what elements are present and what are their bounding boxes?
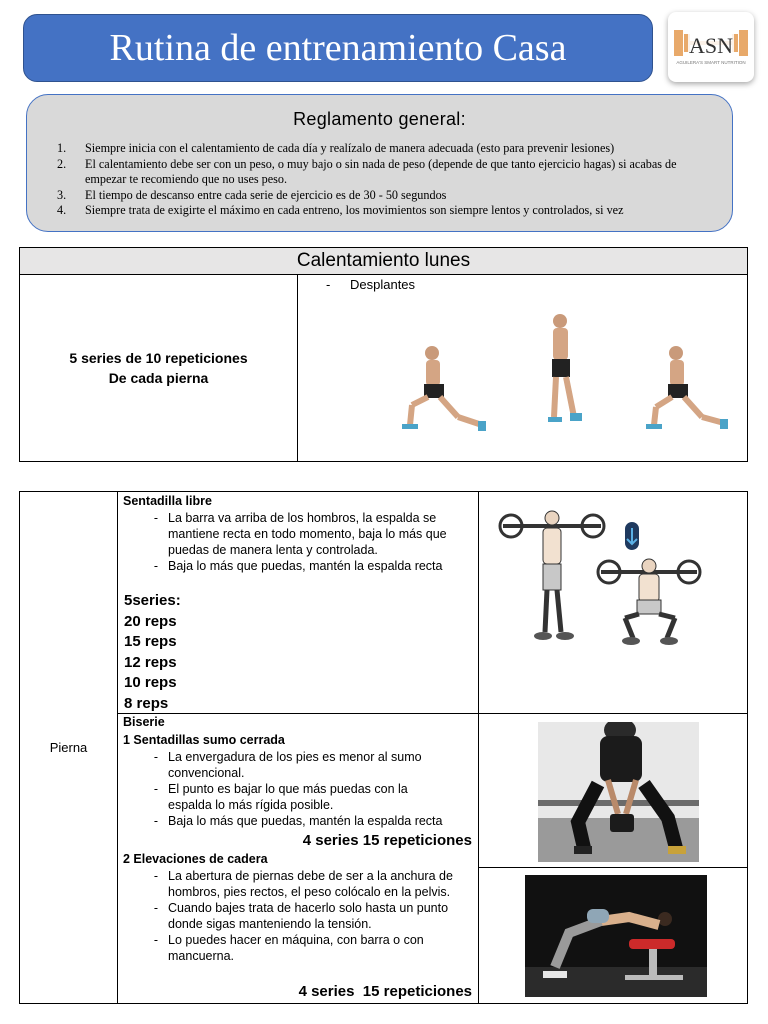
warmup-exercise-item: - Desplantes (326, 277, 416, 292)
squat-title: Sentadilla libre (123, 494, 212, 508)
reps-line: 15 reps (124, 633, 177, 651)
rule-number: 1. (57, 141, 67, 155)
sumo-squat-photo (538, 722, 699, 862)
page-title: Rutina de entrenamiento Casa (109, 27, 567, 69)
sumo-squat-sets: 4 series 15 repeticiones (302, 832, 472, 849)
asn-logo (668, 12, 754, 82)
bullet-item: - El punto es bajar lo que más puedas con la espalda lo más rígida posible. (144, 781, 444, 813)
warmup-sets-line2: De cada pierna (108, 370, 209, 386)
warmup-exercise-cell (298, 275, 747, 461)
rule-number: 4. (57, 203, 67, 217)
title-banner (23, 14, 653, 82)
rule-text: Siempre inicia con el calentamiento de cada día y realízalo de manera adecuada (esto para prevenir lesiones) (85, 141, 615, 155)
rule-item (57, 157, 717, 188)
reps-line: 20 reps (124, 612, 177, 630)
hip-thrust-sets: 4 series 15 repeticiones (298, 983, 472, 1000)
lunges-image (398, 305, 738, 457)
bullet-text: La abertura de piernas debe de ser a la anchura de hombros, pies rectos, el peso colócalo en la pelvis. (168, 869, 453, 899)
rule-item (57, 141, 717, 157)
row-divider (479, 713, 747, 714)
row-divider (479, 867, 747, 868)
squat-reps (124, 591, 181, 715)
lunge-figure-2 (548, 314, 582, 422)
exercise-description-column (118, 492, 479, 1003)
squat-bullets (144, 510, 474, 574)
hip-thrust-bullets (144, 868, 464, 964)
warmup-heading: Calentamiento lunes (20, 248, 747, 275)
bullet-item: - Baja lo más que puedas, mantén la espalda recta (153, 814, 443, 828)
bullet-item: - La envergadura de los pies es menor al sumo convencional. (144, 749, 444, 781)
routine-table (19, 491, 748, 1004)
bullet-text: Cuando bajes trata de hacerlo solo hasta un punto donde sigas manteniendo la tensión. (168, 901, 449, 931)
reps-line: 8 reps (124, 694, 169, 712)
bullet-text: Baja lo más que puedas, mantén la espalda recta (168, 814, 443, 828)
biserie-label: Biserie (123, 715, 165, 729)
bullet-item: - Cuando bajes trata de hacerlo solo hasta un punto donde sigas manteniendo la tensión. (144, 900, 464, 932)
rules-box (26, 94, 733, 232)
bullet-text: Baja lo más que puedas, mantén la espalda recta (168, 559, 443, 573)
rule-number: 3. (57, 187, 67, 202)
bullet-item: - Lo puedes hacer en máquina, con barra o con mancuerna. (144, 932, 464, 964)
rule-text: El tiempo de descanso entre cada serie de ejercicio es de 30 - 50 segundos (85, 187, 447, 202)
bullet-item: - La abertura de piernas debe de ser a la anchura de hombros, pies rectos, el peso colócalo en la pelvis. (144, 868, 464, 900)
bullet-text: El punto es bajar lo que más puedas con la espalda lo más rígida posible. (168, 782, 408, 812)
rule-text: Siempre trata de exigirte el máximo en cada entreno, los movimientos son siempre lentos y controlados, si vez (85, 203, 624, 217)
hip-thrust-title: 2 Elevaciones de cadera (123, 852, 268, 866)
rule-text: El calentamiento debe ser con un peso, o muy bajo o sin nada de peso (depende de que tanto ejercicio hagas) si acabas de empezar te recomiendo que no uses peso. (85, 156, 677, 186)
reps-line: 12 reps (124, 653, 177, 671)
warmup-sets-line1: 5 series de 10 repeticiones (69, 350, 248, 366)
sumo-squat-bullets (144, 749, 444, 829)
hip-thrust-photo (525, 875, 707, 997)
sumo-squat-title: 1 Sentadillas sumo cerrada (123, 733, 285, 747)
bullet-item: - Baja lo más que puedas, mantén la espalda recta (153, 559, 443, 573)
bullet-text: Lo puedes hacer en máquina, con barra o con mancuerna. (168, 933, 424, 963)
rule-number: 2. (57, 156, 67, 171)
rules-heading: Reglamento general: (293, 109, 466, 129)
muscle-group-label: Pierna (49, 740, 88, 755)
warmup-table (19, 247, 748, 462)
logo-subtext: AGUILERA'S SMART NUTRITION (676, 60, 746, 65)
rules-list (57, 141, 717, 219)
rule-item (57, 188, 717, 204)
warmup-sets-cell (20, 275, 298, 461)
lunge-figure-3 (646, 346, 728, 429)
bullet-item: - La barra va arriba de los hombros, la espalda se mantiene recta en todo momento, baja lo más que puedas de manera lenta y controlada. (144, 510, 474, 558)
exercise-image-column (479, 492, 747, 1003)
reps-line: 10 reps (124, 674, 177, 692)
lunge-figure-1 (402, 346, 486, 431)
bullet-text: La barra va arriba de los hombros, la espalda se mantiene recta en todo momento, baja lo más que puedas de manera lenta y controlada. (168, 511, 447, 557)
logo-text: ASN (688, 33, 734, 58)
rule-item (57, 203, 717, 219)
bullet-text: La envergadura de los pies es menor al sumo convencional. (168, 750, 422, 780)
reps-line: 5series: (124, 592, 181, 609)
muscle-group-cell (20, 492, 118, 1003)
warmup-exercise-name: Desplantes (350, 277, 416, 292)
barbell-squat-image (497, 510, 717, 652)
